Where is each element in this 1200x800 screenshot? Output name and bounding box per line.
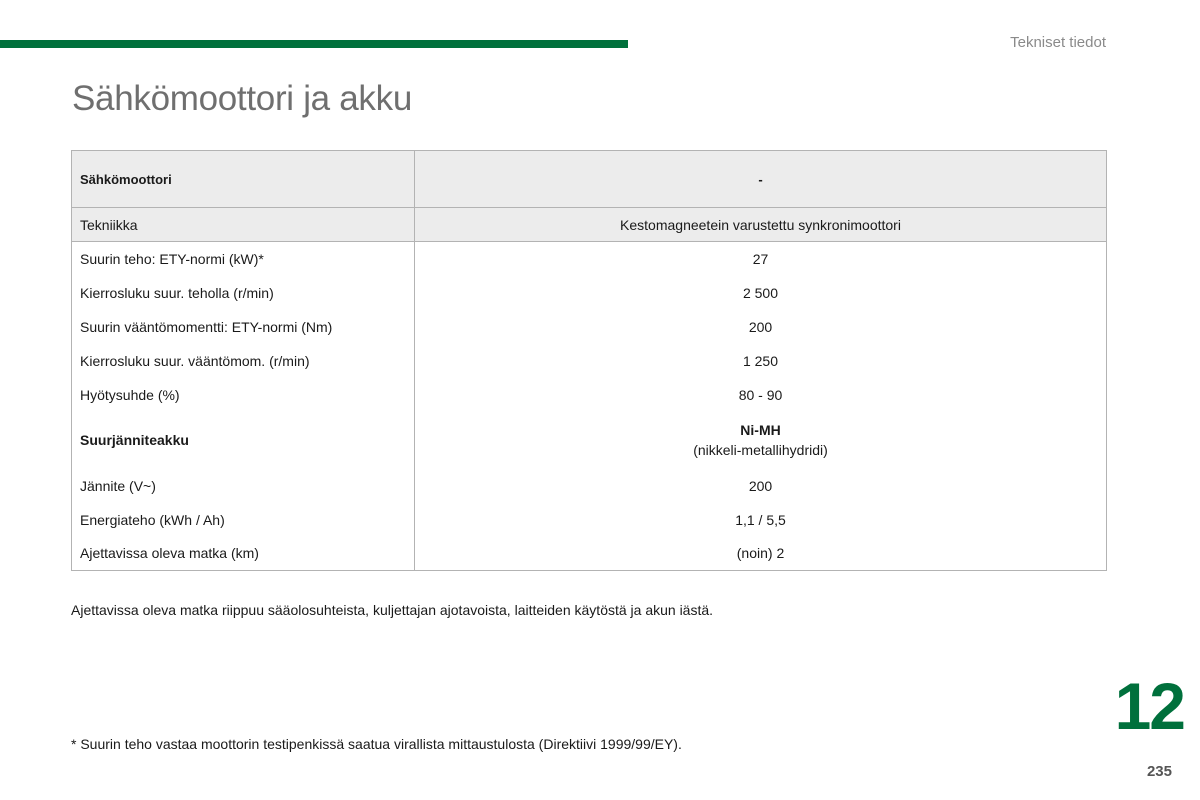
- table-row: [72, 537, 1107, 571]
- row-label: Jännite (V~): [72, 469, 415, 503]
- table-header-row: [72, 151, 1107, 208]
- row-value: 200: [748, 318, 773, 335]
- row-value: Kestomagneetein varustettu synkronimoottori: [620, 216, 901, 233]
- battery-value-cell: [415, 412, 1107, 469]
- row-label: Kierrosluku suur. teholla (r/min): [72, 276, 415, 310]
- footnote: * Suurin teho vastaa moottorin testipenkissä saatua virallista mittaustulosta (Direktiivi 1999/99/EY).: [71, 736, 682, 752]
- table-row: [72, 242, 1107, 276]
- table-row: [72, 378, 1107, 412]
- row-label: Energiateho (kWh / Ah): [72, 503, 415, 537]
- table-row-battery: [72, 412, 1107, 469]
- row-value: 1 250: [742, 352, 779, 369]
- table-header-label: Sähkömoottori: [72, 151, 415, 208]
- row-label: Suurin teho: ETY-normi (kW)*: [72, 242, 415, 276]
- battery-value: Ni-MH: [740, 422, 781, 438]
- page-number: 235: [1146, 763, 1172, 780]
- row-value: 80 - 90: [738, 386, 783, 403]
- page-title: Sähkömoottori ja akku: [72, 79, 412, 118]
- table-row: [72, 344, 1107, 378]
- table-row: [72, 503, 1107, 537]
- table-header-value: -: [758, 171, 763, 187]
- chapter-number: 12: [1114, 669, 1184, 743]
- row-label: Hyötysuhde (%): [72, 378, 415, 412]
- battery-value-detail: (nikkeli-metallihydridi): [693, 442, 828, 458]
- battery-label: Suurjänniteakku: [72, 412, 415, 469]
- header-accent-bar: [0, 40, 628, 48]
- section-name: Tekniset tiedot: [1010, 34, 1106, 51]
- row-value: 1,1 / 5,5: [735, 511, 786, 528]
- table-row: [72, 276, 1107, 310]
- row-label: Suurin vääntömomentti: ETY-normi (Nm): [72, 310, 415, 344]
- row-value: 200: [748, 477, 773, 494]
- table-row: [72, 469, 1107, 503]
- table-row-technique: [72, 208, 1107, 242]
- row-value: 27: [752, 250, 769, 267]
- spec-table: [71, 150, 1107, 571]
- row-label: Kierrosluku suur. vääntömom. (r/min): [72, 344, 415, 378]
- range-note: Ajettavissa oleva matka riippuu sääolosuhteista, kuljettajan ajotavoista, laitteiden käytöstä ja akun iästä.: [71, 602, 714, 618]
- row-label: Tekniikka: [72, 208, 415, 242]
- row-value: (noin) 2: [736, 545, 785, 562]
- row-value: 2 500: [742, 284, 779, 301]
- row-label: Ajettavissa oleva matka (km): [72, 537, 415, 571]
- table-row: [72, 310, 1107, 344]
